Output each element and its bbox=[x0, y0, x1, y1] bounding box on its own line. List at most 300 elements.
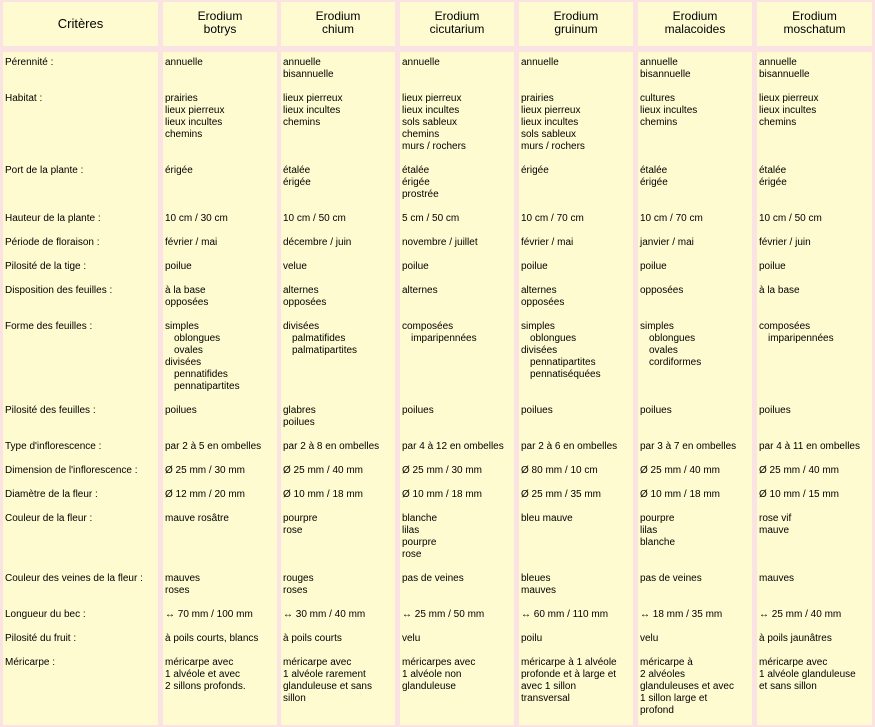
cell-line: roses bbox=[283, 585, 308, 596]
table-cell bbox=[402, 573, 464, 585]
cell-line: glabres bbox=[283, 405, 316, 416]
table-cell bbox=[759, 465, 839, 477]
cell-line: cultures bbox=[640, 93, 676, 104]
row-label: Forme des feuilles : bbox=[5, 321, 93, 332]
cell-line: murs / rochers bbox=[521, 141, 585, 152]
table-cell bbox=[759, 165, 787, 189]
cell-line: Ø 25 mm / 40 mm bbox=[759, 465, 840, 476]
cell-line: chemins bbox=[165, 129, 203, 140]
table-cell bbox=[640, 285, 683, 297]
header-criteria-label: Critères bbox=[57, 16, 104, 31]
table-cell bbox=[402, 513, 437, 561]
cell-line: 2 alvéoles bbox=[640, 669, 686, 680]
cell-line: sols sableux bbox=[521, 129, 577, 140]
cell-line: poilues bbox=[402, 405, 434, 416]
cell-line: 10 cm / 30 cm bbox=[165, 213, 228, 224]
cell-line: poilues bbox=[283, 417, 315, 428]
table-cell bbox=[165, 633, 258, 645]
cell-line: février / mai bbox=[521, 237, 574, 248]
cell-line: lieux incultes bbox=[283, 105, 341, 116]
cell-line: profond bbox=[640, 705, 674, 716]
table-cell bbox=[521, 513, 573, 525]
cell-line: ↔ 70 mm / 100 mm bbox=[165, 609, 253, 620]
table-cell bbox=[283, 93, 342, 129]
cell-line: murs / rochers bbox=[402, 141, 466, 152]
cell-line: Ø 25 mm / 30 mm bbox=[402, 465, 483, 476]
cell-line: 1 alvéole glanduleuse bbox=[759, 669, 856, 680]
table-cell bbox=[521, 405, 553, 417]
table-cell bbox=[283, 57, 334, 81]
table-cell bbox=[521, 237, 573, 249]
cell-line: 5 cm / 50 cm bbox=[402, 213, 460, 224]
species-name: malacoides bbox=[664, 22, 726, 36]
species-name: cicutarium bbox=[429, 22, 485, 36]
cell-line: opposées bbox=[165, 297, 209, 308]
cell-line: annuelle bbox=[521, 57, 559, 68]
cell-line: 1 alvéole rarement bbox=[283, 669, 366, 680]
cell-line: pourpre bbox=[640, 513, 675, 524]
cell-line: prairies bbox=[165, 93, 198, 104]
cell-line: poilues bbox=[759, 405, 791, 416]
table-cell bbox=[402, 405, 434, 417]
row-label: Disposition des feuilles : bbox=[5, 285, 113, 296]
table-cell bbox=[283, 489, 363, 501]
cell-line: poilue bbox=[521, 261, 548, 272]
table-cell bbox=[165, 321, 240, 393]
cell-line: glanduleuse et sans bbox=[283, 681, 372, 692]
species-column bbox=[638, 52, 752, 725]
header-species-name bbox=[519, 10, 633, 36]
cell-line: chemins bbox=[759, 117, 797, 128]
cell-line: lieux incultes bbox=[521, 117, 579, 128]
cell-line: pennatifides bbox=[174, 369, 228, 380]
table-cell bbox=[402, 261, 429, 273]
header-species-cell bbox=[757, 2, 872, 46]
cell-line: glanduleuse bbox=[402, 681, 456, 692]
cell-line: à poils courts bbox=[283, 633, 342, 644]
table-cell bbox=[640, 165, 668, 189]
row-label: Pilosité de la tige : bbox=[5, 261, 87, 272]
cell-line: palmatipartites bbox=[292, 345, 358, 356]
cell-line: annuelle bbox=[402, 57, 440, 68]
cell-line: composées bbox=[402, 321, 454, 332]
cell-line: divisées bbox=[521, 345, 558, 356]
cell-line: à la base bbox=[759, 285, 800, 296]
table-cell bbox=[640, 657, 734, 717]
table-cell bbox=[521, 465, 598, 477]
genus-name: Erodium bbox=[315, 9, 361, 23]
genus-name: Erodium bbox=[672, 9, 718, 23]
table-cell bbox=[759, 285, 800, 297]
table-cell bbox=[521, 441, 617, 453]
row-label: Port de la plante : bbox=[5, 165, 84, 176]
cell-line: pourpre bbox=[283, 513, 318, 524]
cell-line: 10 cm / 70 cm bbox=[640, 213, 703, 224]
row-label: Pilosité du fruit : bbox=[5, 633, 77, 644]
table-cell bbox=[402, 465, 482, 477]
row-label: Habitat : bbox=[5, 93, 43, 104]
cell-line: janvier / mai bbox=[640, 237, 694, 248]
row-label: Période de floraison : bbox=[5, 237, 100, 248]
table-cell bbox=[640, 93, 697, 129]
table-cell bbox=[759, 633, 832, 645]
table-cell bbox=[283, 633, 342, 645]
table-cell bbox=[759, 237, 811, 249]
table-cell bbox=[165, 261, 192, 273]
cell-line: par 3 à 7 en ombelles bbox=[640, 441, 737, 452]
table-cell bbox=[165, 441, 261, 453]
cell-line: méricarpe avec bbox=[759, 657, 828, 668]
cell-line: palmatifides bbox=[292, 333, 346, 344]
cell-line: rouges bbox=[283, 573, 314, 584]
table-cell bbox=[402, 489, 482, 501]
table-cell bbox=[402, 237, 478, 249]
cell-line: à poils jaunâtres bbox=[759, 633, 832, 644]
row-label: Méricarpe : bbox=[5, 657, 56, 668]
cell-line: annuelle bbox=[759, 57, 797, 68]
cell-line: alternes bbox=[521, 285, 557, 296]
header-species-name bbox=[400, 10, 514, 36]
cell-line: poilu bbox=[521, 633, 543, 644]
table-cell bbox=[165, 93, 224, 141]
cell-line: lilas bbox=[402, 525, 420, 536]
table-cell bbox=[165, 405, 197, 417]
table-cell bbox=[640, 57, 691, 81]
table-cell bbox=[759, 657, 856, 693]
cell-line: oblongues bbox=[649, 333, 696, 344]
cell-line: Ø 25 mm / 30 mm bbox=[165, 465, 246, 476]
table-cell bbox=[521, 573, 556, 597]
cell-line: février / juin bbox=[759, 237, 811, 248]
table-cell bbox=[402, 657, 475, 693]
cell-line: annuelle bbox=[640, 57, 678, 68]
cell-line: divisées bbox=[165, 357, 202, 368]
table-cell bbox=[640, 321, 701, 369]
cell-line: étalée bbox=[759, 165, 787, 176]
species-column bbox=[281, 52, 395, 725]
cell-line: Ø 10 mm / 15 mm bbox=[759, 489, 840, 500]
cell-line: blanche bbox=[402, 513, 438, 524]
cell-line: opposées bbox=[640, 285, 684, 296]
cell-line: pennatipartites bbox=[530, 357, 596, 368]
species-name: gruinum bbox=[554, 22, 598, 36]
table-cell bbox=[521, 285, 564, 309]
cell-line: velu bbox=[640, 633, 659, 644]
row-label: Dimension de l'inflorescence : bbox=[5, 465, 138, 476]
cell-line: chemins bbox=[402, 129, 440, 140]
table-cell bbox=[402, 321, 477, 345]
table-cell bbox=[640, 261, 667, 273]
table-cell bbox=[283, 513, 317, 537]
cell-line: lieux pierreux bbox=[759, 93, 819, 104]
cell-line: avec 1 sillon bbox=[521, 681, 577, 692]
table-cell bbox=[402, 285, 438, 297]
cell-line: Ø 10 mm / 18 mm bbox=[640, 489, 721, 500]
cell-line: mauve bbox=[759, 525, 790, 536]
table-cell bbox=[283, 261, 307, 273]
cell-line: poilue bbox=[165, 261, 192, 272]
cell-line: ↔ 18 mm / 35 mm bbox=[640, 609, 723, 620]
cell-line: ↔ 30 mm / 40 mm bbox=[283, 609, 366, 620]
header-species-cell bbox=[400, 2, 514, 46]
species-name: botrys bbox=[203, 22, 237, 36]
species-name: chium bbox=[321, 22, 354, 36]
table-cell bbox=[759, 261, 786, 273]
table-cell bbox=[640, 237, 694, 249]
table-cell bbox=[283, 213, 346, 225]
cell-line: étalée bbox=[283, 165, 311, 176]
cell-line: 10 cm / 70 cm bbox=[521, 213, 584, 224]
cell-line: mauves bbox=[521, 585, 557, 596]
cell-line: lilas bbox=[640, 525, 658, 536]
cell-line: Ø 25 mm / 35 mm bbox=[521, 489, 602, 500]
table-cell bbox=[283, 465, 363, 477]
cell-line: lieux incultes bbox=[165, 117, 223, 128]
table-cell bbox=[640, 489, 720, 501]
cell-line: pennatipartites bbox=[174, 381, 240, 392]
table-cell bbox=[165, 285, 208, 309]
cell-line: bisannuelle bbox=[283, 69, 334, 80]
cell-line: poilues bbox=[521, 405, 553, 416]
table-cell bbox=[283, 285, 326, 309]
table-cell bbox=[521, 321, 601, 381]
header-species-cell bbox=[638, 2, 752, 46]
table-cell bbox=[759, 609, 841, 621]
header-species-name bbox=[281, 10, 395, 36]
cell-line: Ø 10 mm / 18 mm bbox=[283, 489, 364, 500]
cell-line: prairies bbox=[521, 93, 554, 104]
table-cell bbox=[759, 441, 860, 453]
cell-line: chemins bbox=[283, 117, 321, 128]
cell-line: mauves bbox=[759, 573, 795, 584]
cell-line: velu bbox=[402, 633, 421, 644]
table-cell bbox=[402, 441, 504, 453]
table-cell bbox=[759, 93, 818, 129]
table-cell bbox=[759, 213, 822, 225]
table-cell bbox=[759, 321, 834, 345]
table-cell bbox=[521, 165, 549, 177]
cell-line: 1 alvéole et avec bbox=[165, 669, 241, 680]
cell-line: rose bbox=[283, 525, 303, 536]
cell-line: pas de veines bbox=[402, 573, 464, 584]
cell-line: méricarpe avec bbox=[283, 657, 352, 668]
header-species-name bbox=[757, 10, 872, 36]
cell-line: par 2 à 6 en ombelles bbox=[521, 441, 618, 452]
cell-line: velue bbox=[283, 261, 307, 272]
cell-line: par 4 à 11 en ombelles bbox=[759, 441, 860, 452]
cell-line: lieux incultes bbox=[402, 105, 460, 116]
table-cell bbox=[640, 465, 720, 477]
cell-line: érigée bbox=[402, 177, 430, 188]
cell-line: oblongues bbox=[530, 333, 577, 344]
table-cell bbox=[521, 93, 585, 153]
cell-line: 2 sillons profonds. bbox=[165, 681, 246, 692]
cell-line: lieux incultes bbox=[759, 105, 817, 116]
table-cell bbox=[402, 609, 484, 621]
cell-line: Ø 25 mm / 40 mm bbox=[283, 465, 364, 476]
cell-line: poilue bbox=[759, 261, 786, 272]
table-cell bbox=[165, 573, 200, 597]
table-cell bbox=[283, 237, 351, 249]
cell-line: érigée bbox=[759, 177, 787, 188]
row-label: Type d'inflorescence : bbox=[5, 441, 102, 452]
table-cell bbox=[640, 609, 722, 621]
cell-line: ↔ 25 mm / 40 mm bbox=[759, 609, 842, 620]
row-label: Diamètre de la fleur : bbox=[5, 489, 98, 500]
cell-line: blanche bbox=[640, 537, 676, 548]
header-criteria-cell bbox=[3, 2, 158, 46]
table-cell bbox=[283, 405, 316, 429]
cell-line: simples bbox=[165, 321, 199, 332]
cell-line: érigée bbox=[165, 165, 193, 176]
cell-line: rose vif bbox=[759, 513, 792, 524]
cell-line: simples bbox=[640, 321, 674, 332]
cell-line: poilues bbox=[640, 405, 672, 416]
table-cell bbox=[521, 609, 608, 621]
cell-line: divisées bbox=[283, 321, 320, 332]
cell-line: cordiformes bbox=[649, 357, 702, 368]
table-cell bbox=[759, 405, 791, 417]
cell-line: méricarpe à 1 alvéole bbox=[521, 657, 617, 668]
cell-line: opposées bbox=[521, 297, 565, 308]
cell-line: simples bbox=[521, 321, 555, 332]
species-column bbox=[757, 52, 872, 725]
table-cell bbox=[402, 633, 420, 645]
table-cell bbox=[283, 321, 357, 357]
table-cell bbox=[283, 165, 311, 189]
cell-line: érigée bbox=[283, 177, 311, 188]
cell-line: bisannuelle bbox=[759, 69, 810, 80]
cell-line: transversal bbox=[521, 693, 570, 704]
cell-line: sols sableux bbox=[402, 117, 458, 128]
table-cell bbox=[165, 213, 228, 225]
table-cell bbox=[759, 57, 810, 81]
cell-line: décembre / juin bbox=[283, 237, 352, 248]
cell-line: érigée bbox=[640, 177, 668, 188]
header-species-cell bbox=[281, 2, 395, 46]
cell-line: imparipennées bbox=[411, 333, 477, 344]
table-cell bbox=[640, 513, 675, 549]
cell-line: poilue bbox=[640, 261, 667, 272]
cell-line: ovales bbox=[174, 345, 203, 356]
table-cell bbox=[165, 489, 245, 501]
cell-line: annuelle bbox=[283, 57, 321, 68]
cell-line: lieux incultes bbox=[640, 105, 698, 116]
cell-line: étalée bbox=[402, 165, 430, 176]
genus-name: Erodium bbox=[553, 9, 599, 23]
table-cell bbox=[521, 633, 542, 645]
table-cell bbox=[165, 609, 253, 621]
cell-line: Ø 80 mm / 10 cm bbox=[521, 465, 598, 476]
table-cell bbox=[402, 165, 439, 201]
table-cell bbox=[283, 573, 314, 597]
genus-name: Erodium bbox=[792, 9, 837, 23]
table-cell bbox=[402, 93, 466, 153]
cell-line: lieux pierreux bbox=[521, 105, 581, 116]
table-cell bbox=[521, 657, 617, 705]
cell-line: novembre / juillet bbox=[402, 237, 478, 248]
cell-line: Ø 25 mm / 40 mm bbox=[640, 465, 721, 476]
row-label: Hauteur de la plante : bbox=[5, 213, 101, 224]
table-cell bbox=[640, 573, 702, 585]
cell-line: poilues bbox=[165, 405, 197, 416]
table-cell bbox=[165, 513, 229, 525]
cell-line: février / mai bbox=[165, 237, 218, 248]
table-cell bbox=[640, 633, 658, 645]
cell-line: par 2 à 5 en ombelles bbox=[165, 441, 262, 452]
cell-line: mauves bbox=[165, 573, 201, 584]
row-label: Pilosité des feuilles : bbox=[5, 405, 96, 416]
table-cell bbox=[283, 657, 372, 705]
species-name: moschatum bbox=[783, 22, 846, 36]
table-cell bbox=[521, 213, 584, 225]
cell-line: 10 cm / 50 cm bbox=[759, 213, 822, 224]
cell-line: bleu mauve bbox=[521, 513, 573, 524]
cell-line: ovales bbox=[649, 345, 678, 356]
row-label: Longueur du bec : bbox=[5, 609, 86, 620]
table-cell bbox=[640, 405, 672, 417]
cell-line: opposées bbox=[283, 297, 327, 308]
genus-name: Erodium bbox=[434, 9, 480, 23]
cell-line: glanduleuses et avec bbox=[640, 681, 734, 692]
table-cell bbox=[640, 441, 736, 453]
cell-line: 10 cm / 50 cm bbox=[283, 213, 346, 224]
cell-line: Ø 10 mm / 18 mm bbox=[402, 489, 483, 500]
cell-line: mauve rosâtre bbox=[165, 513, 229, 524]
header-species-cell bbox=[519, 2, 633, 46]
header-species-name bbox=[163, 10, 277, 36]
cell-line: Ø 12 mm / 20 mm bbox=[165, 489, 246, 500]
table-cell bbox=[165, 657, 246, 693]
cell-line: prostrée bbox=[402, 189, 439, 200]
cell-line: érigée bbox=[521, 165, 549, 176]
table-cell bbox=[759, 513, 791, 537]
cell-line: composées bbox=[759, 321, 811, 332]
row-label: Couleur des veines de la fleur : bbox=[5, 573, 143, 584]
row-label: Pérennité : bbox=[5, 57, 54, 68]
cell-line: à la base bbox=[165, 285, 206, 296]
cell-line: annuelle bbox=[165, 57, 203, 68]
cell-line: profonde et à large et bbox=[521, 669, 617, 680]
table-cell bbox=[283, 441, 379, 453]
table-cell bbox=[521, 261, 548, 273]
cell-line: pennatiséquées bbox=[530, 369, 601, 380]
cell-line: à poils courts, blancs bbox=[165, 633, 259, 644]
cell-line: méricarpes avec bbox=[402, 657, 476, 668]
cell-line: pourpre bbox=[402, 537, 437, 548]
table-cell bbox=[521, 57, 559, 69]
cell-line: roses bbox=[165, 585, 190, 596]
table-cell bbox=[283, 609, 365, 621]
cell-line: lieux pierreux bbox=[283, 93, 343, 104]
cell-line: 1 alvéole non bbox=[402, 669, 462, 680]
cell-line: bisannuelle bbox=[640, 69, 691, 80]
cell-line: sillon bbox=[283, 693, 306, 704]
cell-line: méricarpe avec bbox=[165, 657, 234, 668]
cell-line: alternes bbox=[402, 285, 438, 296]
genus-name: Erodium bbox=[197, 9, 243, 23]
table-cell bbox=[521, 489, 601, 501]
criteria-column bbox=[3, 52, 158, 725]
cell-line: et sans sillon bbox=[759, 681, 817, 692]
cell-line: par 2 à 8 en ombelles bbox=[283, 441, 380, 452]
cell-line: par 4 à 12 en ombelles bbox=[402, 441, 504, 452]
cell-line: chemins bbox=[640, 117, 678, 128]
row-label: Couleur de la fleur : bbox=[5, 513, 93, 524]
table-cell bbox=[640, 213, 703, 225]
table-cell bbox=[165, 237, 217, 249]
cell-line: alternes bbox=[283, 285, 319, 296]
